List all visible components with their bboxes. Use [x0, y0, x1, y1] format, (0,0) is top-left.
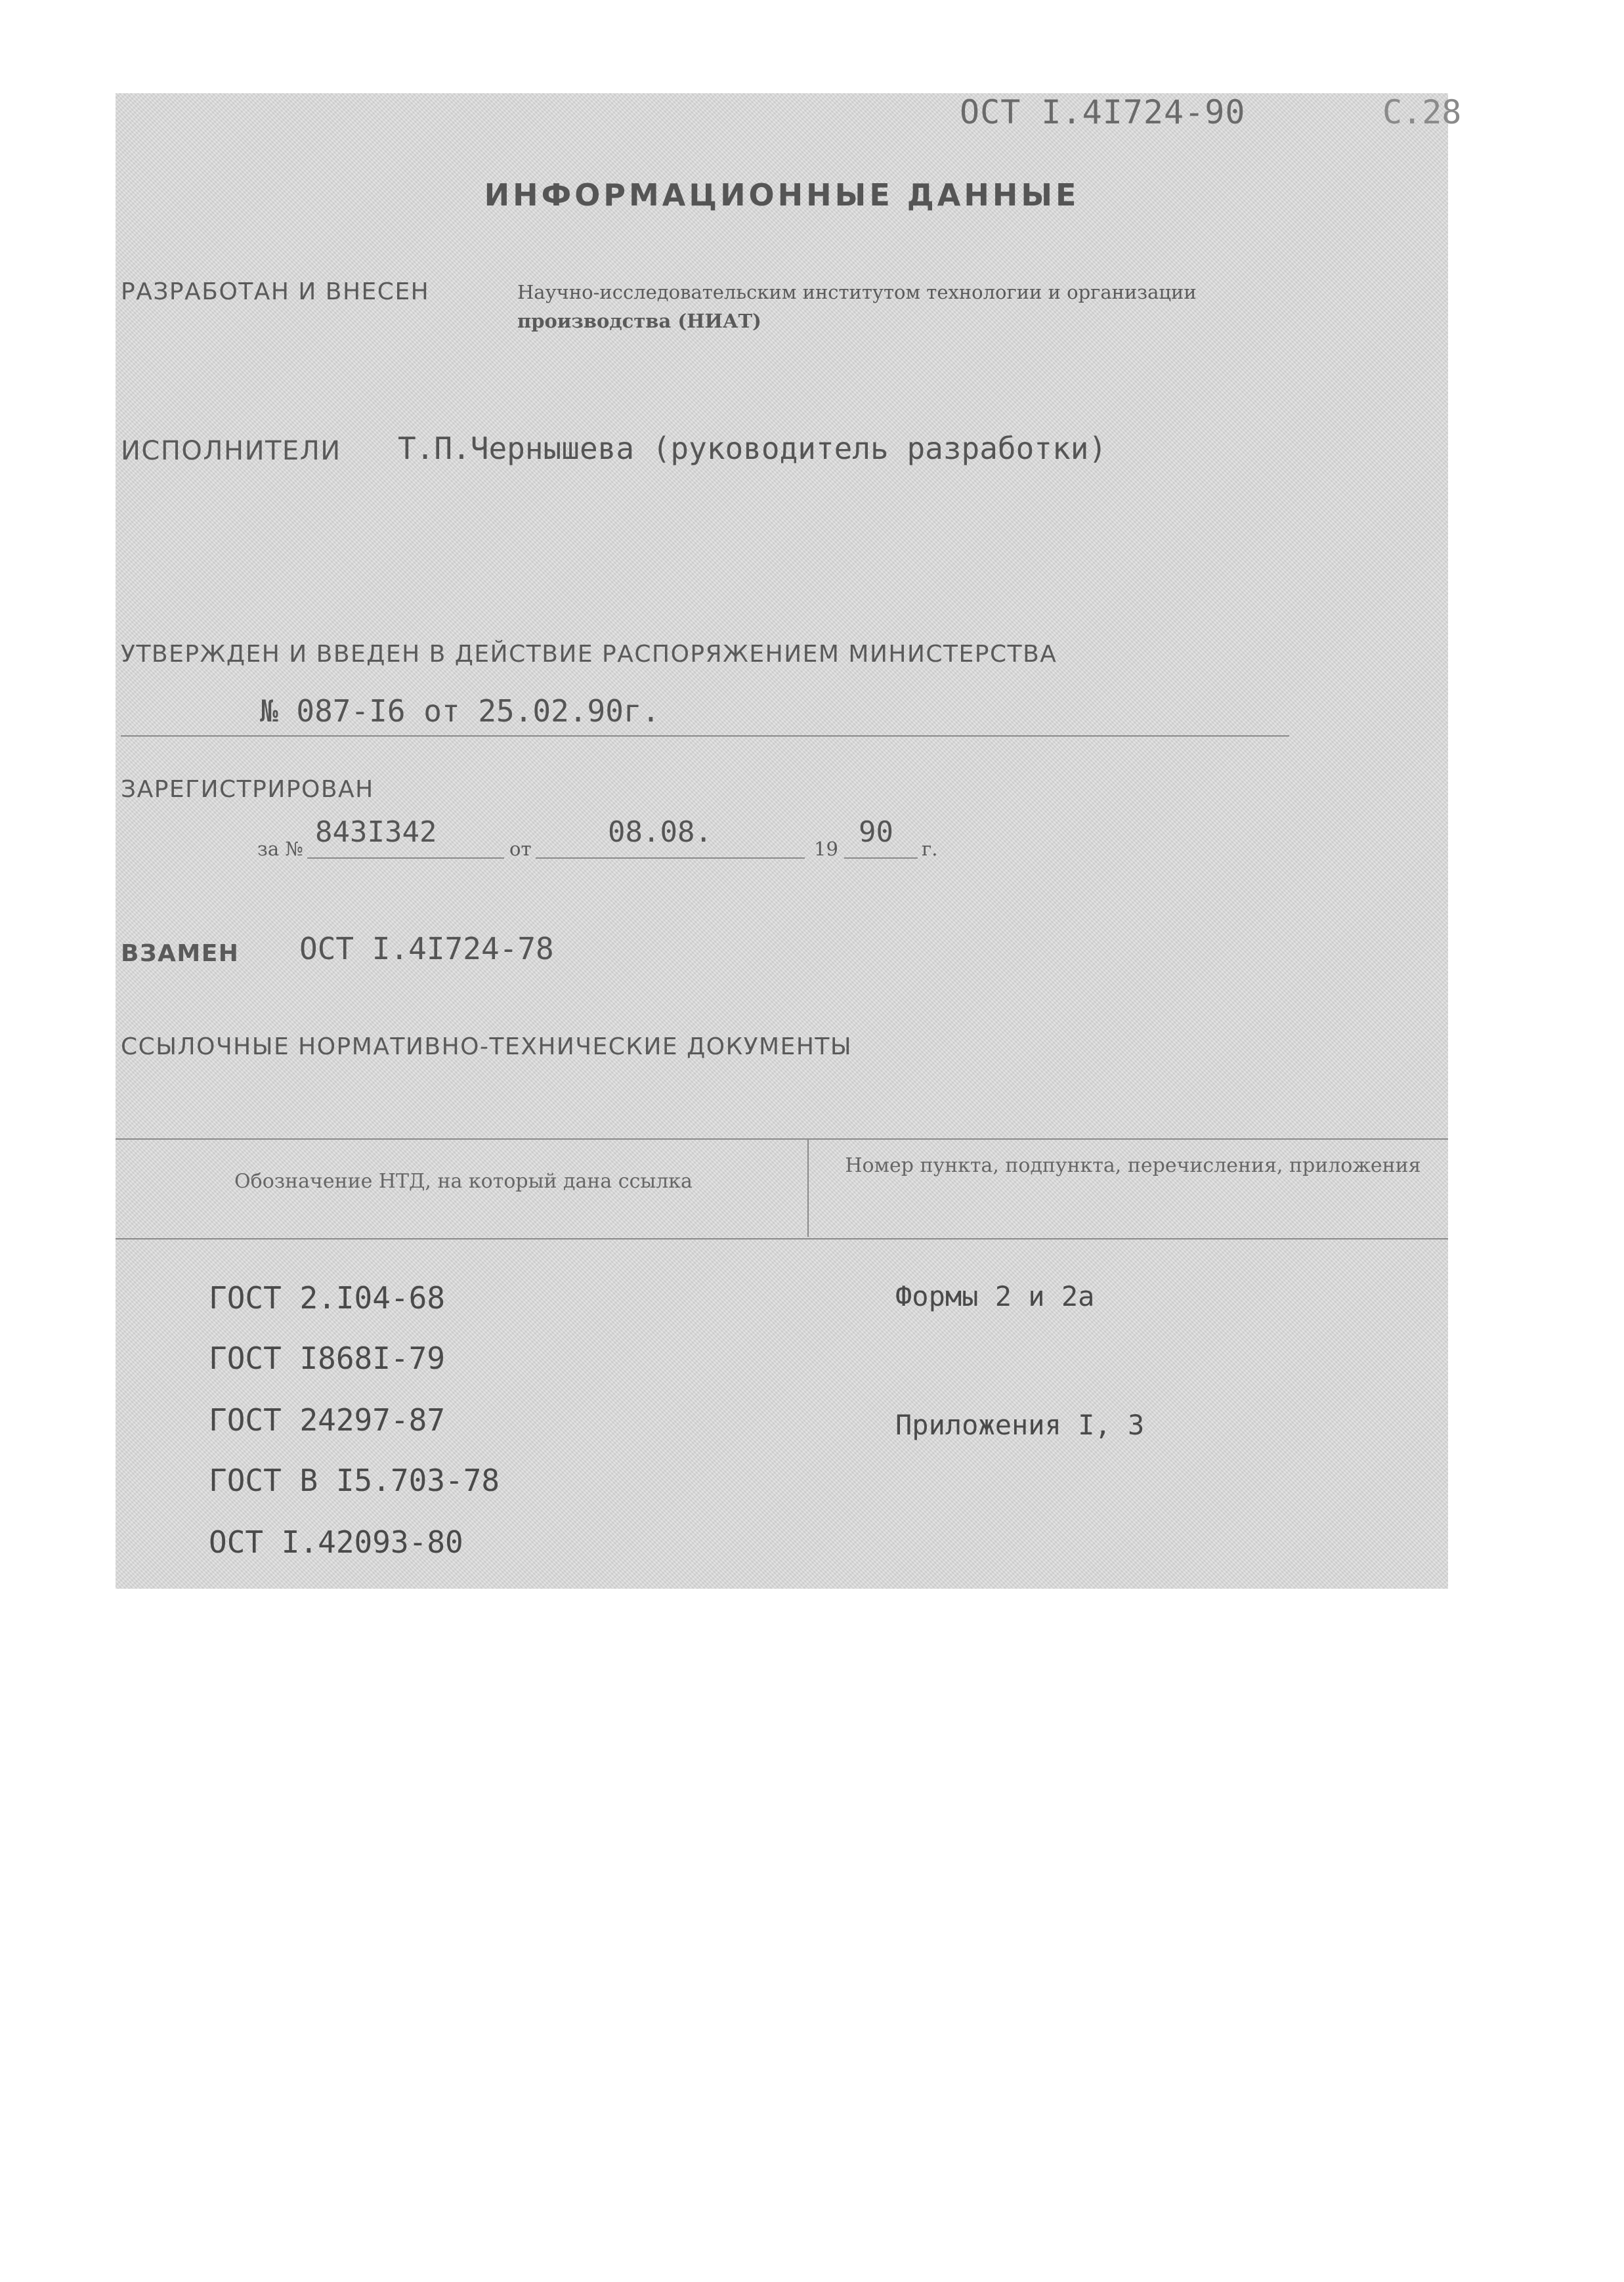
registered-number: 843I342 [315, 815, 437, 849]
registered-date: 08.08. [608, 815, 712, 849]
table-row-doc: ГОСТ I868I-79 [209, 1341, 446, 1376]
table-column-divider [807, 1140, 809, 1237]
approved-underline [121, 735, 1289, 737]
registered-no-prefix: за № [257, 838, 303, 860]
replaces-label: ВЗАМЕН [121, 940, 240, 967]
table-row-doc: ГОСТ 24297-87 [209, 1402, 446, 1438]
table-header-clause: Номер пункта, подпункта, перечисления, приложения [845, 1154, 1421, 1177]
executors-value: Т.П.Чернышева (руководитель разработки) [398, 431, 1107, 466]
approved-value: № 087-I6 от 25.02.90г. [260, 693, 660, 729]
scanned-page [116, 93, 1462, 1589]
registered-label: ЗАРЕГИСТРИРОВАН [121, 776, 374, 803]
executors-label: ИСПОЛНИТЕЛИ [121, 436, 341, 466]
table-header-designation: Обозначение НТД, на который дана ссылка [234, 1170, 693, 1193]
table-row-ref: Приложения I, 3 [895, 1409, 1145, 1441]
table-row-doc: ГОСТ 2.I04-68 [209, 1280, 446, 1316]
registered-from-label: от [509, 838, 532, 860]
developed-line1: Научно-исследовательским институтом технологии и организации [517, 281, 1197, 303]
references-label: ССЫЛОЧНЫЕ НОРМАТИВНО-ТЕХНИЧЕСКИЕ ДОКУМЕНТЫ [121, 1033, 853, 1060]
table-header-bottom-border [116, 1238, 1448, 1239]
registered-year-suffix: г. [922, 838, 938, 860]
registered-year: 90 [859, 815, 893, 849]
table-row-doc: ГОСТ В I5.703-78 [209, 1463, 500, 1498]
page-number: С.28 [1382, 93, 1462, 131]
document-code: ОСТ I.4I724-90 [960, 93, 1246, 131]
table-row-doc: ОСТ I.42093-80 [209, 1524, 463, 1560]
registered-number-underline [307, 857, 504, 859]
developed-line2: производства (НИАТ) [517, 310, 761, 332]
registered-year-underline [844, 857, 918, 859]
developed-label: РАЗРАБОТАН И ВНЕСЕН [121, 278, 430, 305]
table-top-border [116, 1138, 1448, 1140]
table-row-ref: Формы 2 и 2а [895, 1280, 1095, 1312]
approved-label: УТВЕРЖДЕН И ВВЕДЕН В ДЕЙСТВИЕ РАСПОРЯЖЕНИЕМ МИНИСТЕРСТВА [121, 641, 1058, 668]
replaces-value: ОСТ I.4I724-78 [299, 931, 554, 966]
registered-date-underline [536, 857, 805, 859]
registered-year-prefix: 19 [814, 838, 838, 860]
page-title: ИНФОРМАЦИОННЫЕ ДАННЫЕ [484, 177, 1080, 213]
